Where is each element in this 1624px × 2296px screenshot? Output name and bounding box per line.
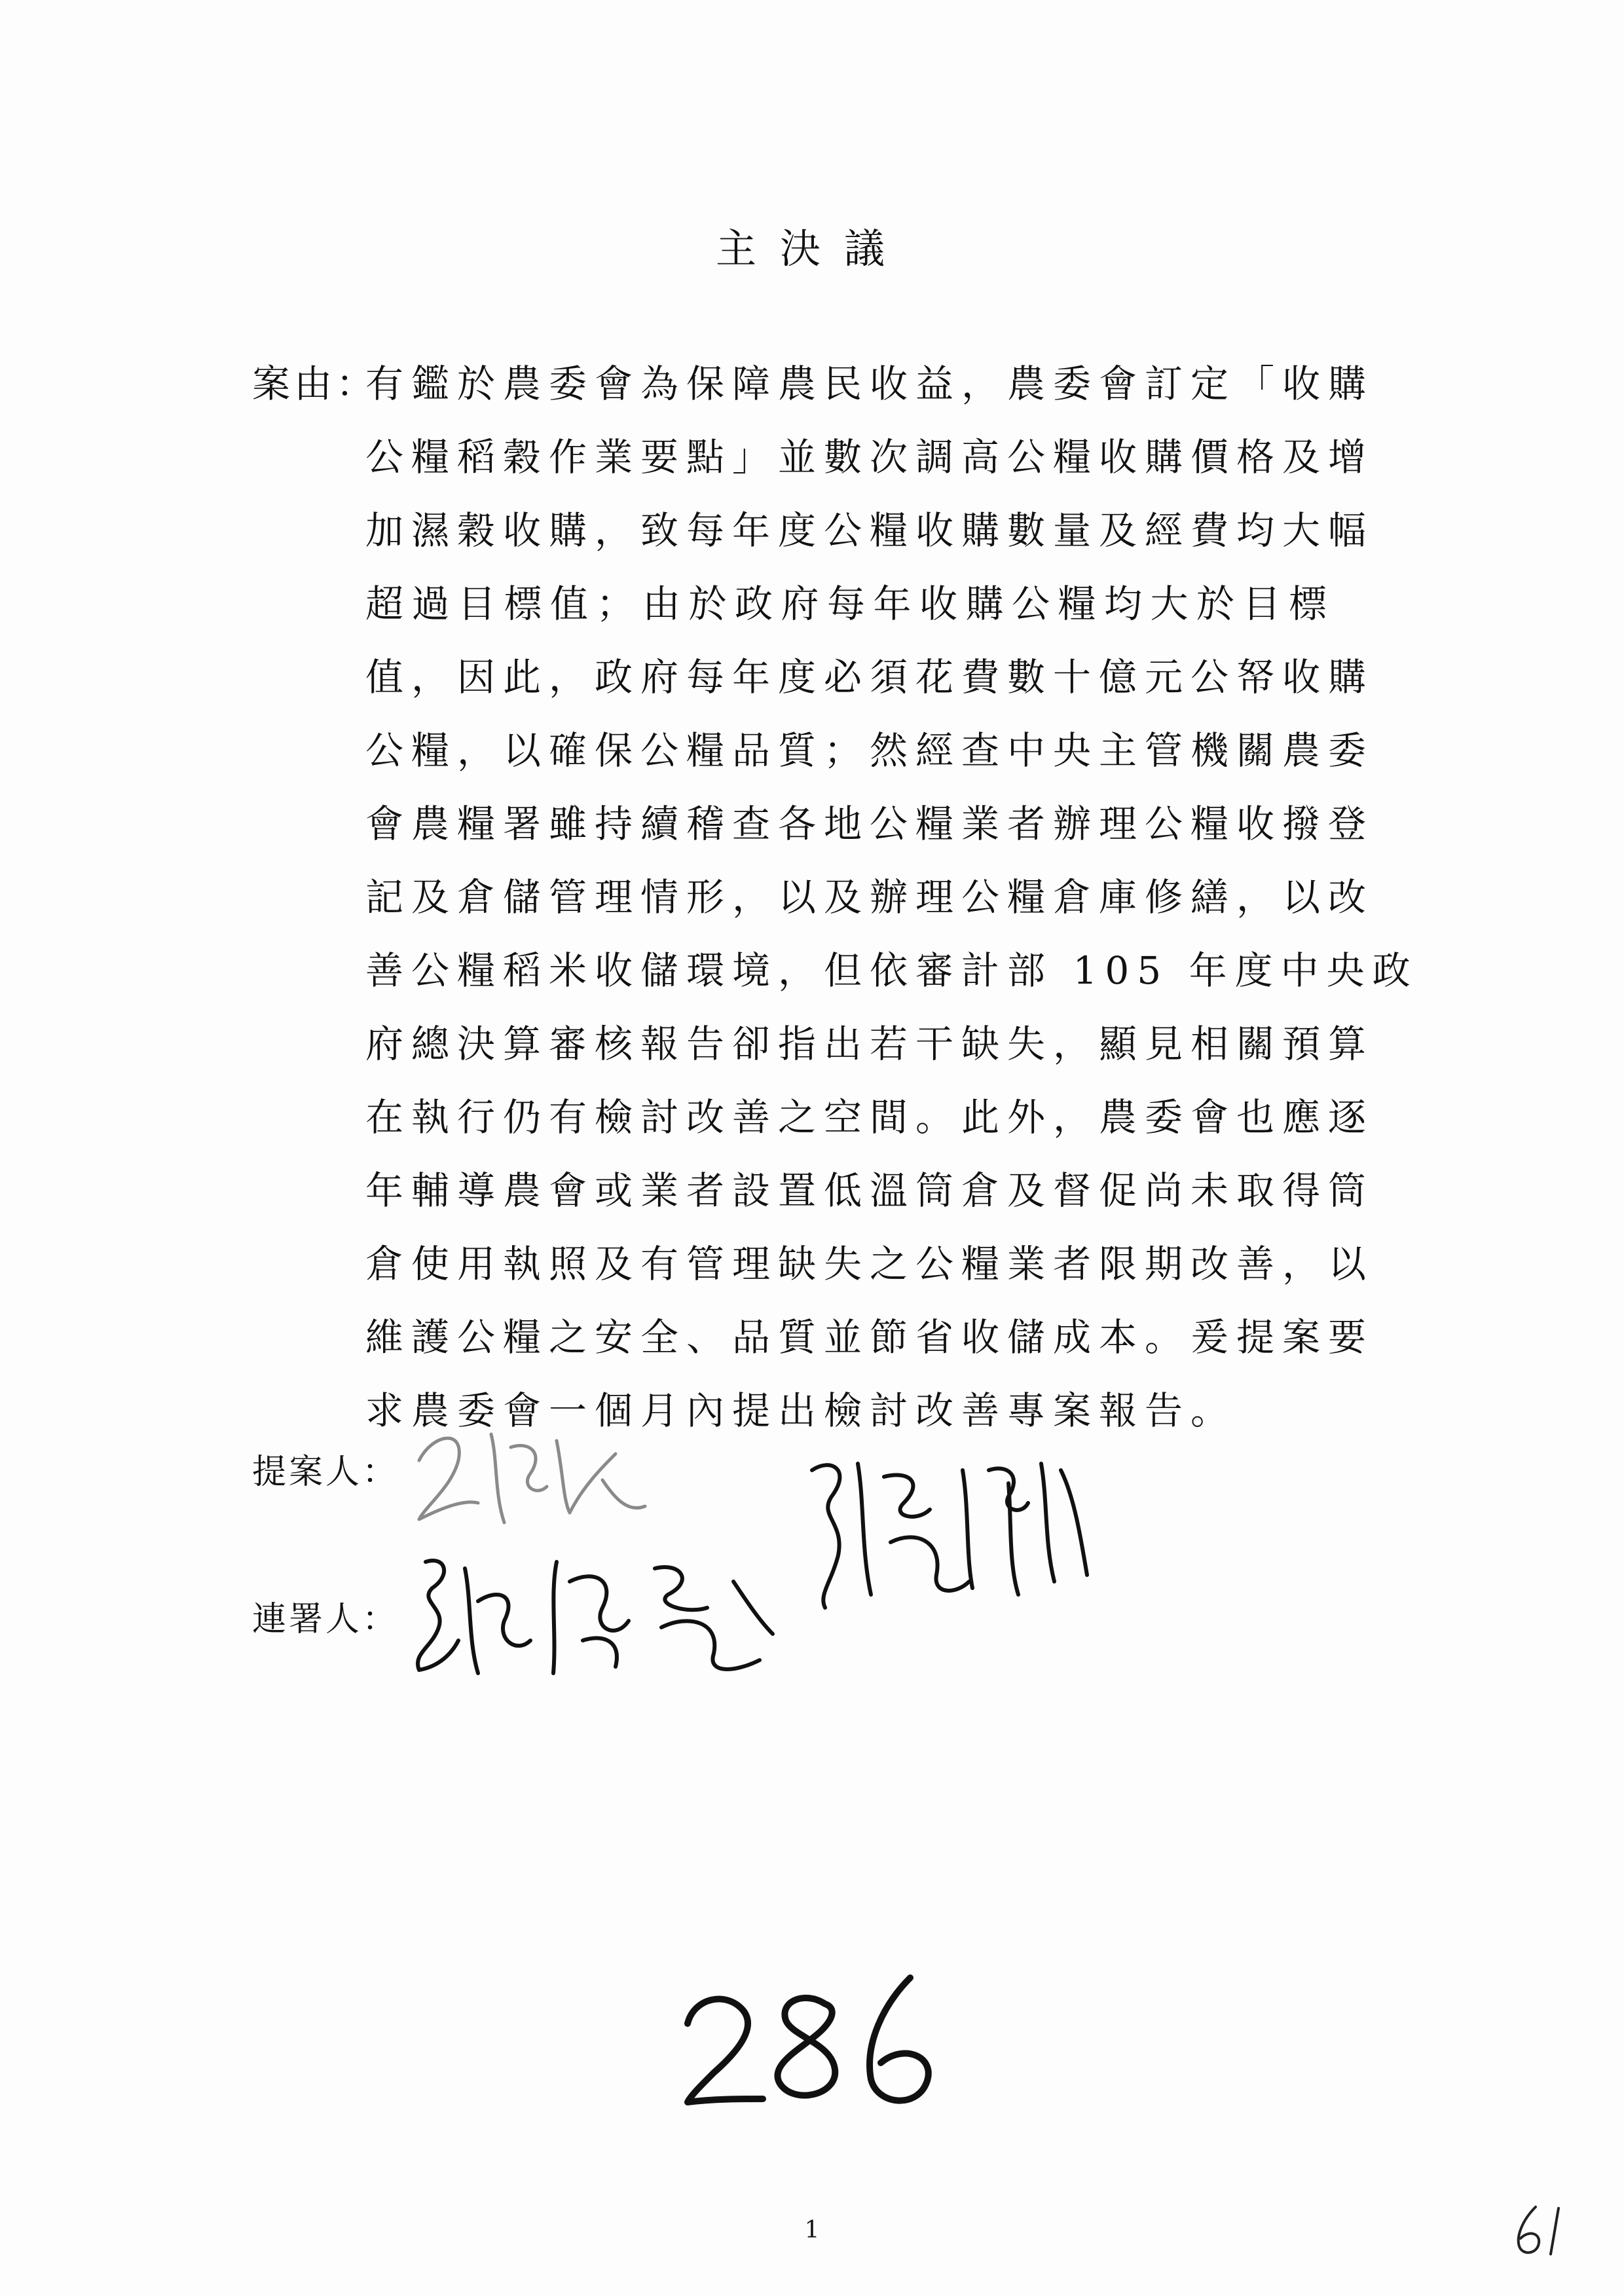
reason-line: 求農委會一個月內提出檢討改善專案報告。 bbox=[365, 1388, 1237, 1433]
proposer-signature bbox=[406, 1408, 655, 1539]
reason-line: 會農糧署雖持續稽查各地公糧業者辦理公糧收撥登 bbox=[365, 802, 1375, 846]
reason-line: 維護公糧之安全、品質並節省收儲成本。爰提案要 bbox=[365, 1315, 1375, 1360]
reason-line: 超過目標值；由於政府每年收購公糧均大於目標 bbox=[365, 582, 1335, 626]
reason-line: 年輔導農會或業者設置低溫筒倉及督促尚未取得筒 bbox=[365, 1168, 1375, 1213]
reason-line: 加濕穀收購，致每年度公糧收購數量及經費均大幅 bbox=[365, 508, 1375, 553]
handwritten-number bbox=[674, 1965, 950, 2115]
corner-number bbox=[1506, 2200, 1578, 2259]
reason-line: 在執行仍有檢討改善之空間。此外，農委會也應逐 bbox=[365, 1095, 1375, 1139]
reason-line: 值，因此，政府每年度必須花費數十億元公帑收購 bbox=[365, 655, 1375, 699]
cosigner-label: 連署人： bbox=[252, 1600, 399, 1639]
reason-body bbox=[365, 347, 1418, 1447]
page-number: 1 bbox=[804, 2217, 820, 2244]
reason-line: 倉使用執照及有管理缺失之公糧業者限期改善，以 bbox=[365, 1242, 1375, 1286]
reason-line: 公糧稻穀作業要點」並數次調高公糧收購價格及增 bbox=[365, 435, 1375, 479]
reason-label: 案由： bbox=[252, 361, 378, 406]
reason-line: 善公糧稻米收儲環境，但依審計部 105 年度中央政 bbox=[365, 948, 1418, 993]
reason-line: 記及倉儲管理情形，以及辦理公糧倉庫修繕，以改 bbox=[365, 875, 1375, 919]
proposer-label: 提案人： bbox=[252, 1453, 399, 1492]
reason-line: 府總決算審核報告卻指出若干缺失，顯見相關預算 bbox=[365, 1022, 1375, 1066]
reason-line: 有鑑於農委會為保障農民收益，農委會訂定「收購 bbox=[365, 361, 1375, 406]
page-title: 主決議 bbox=[715, 225, 908, 272]
cosigner-signature-1 bbox=[406, 1542, 799, 1693]
cosigner-signature-2 bbox=[792, 1444, 1100, 1614]
reason-line: 公糧，以確保公糧品質；然經查中央主管機關農委 bbox=[365, 728, 1375, 773]
